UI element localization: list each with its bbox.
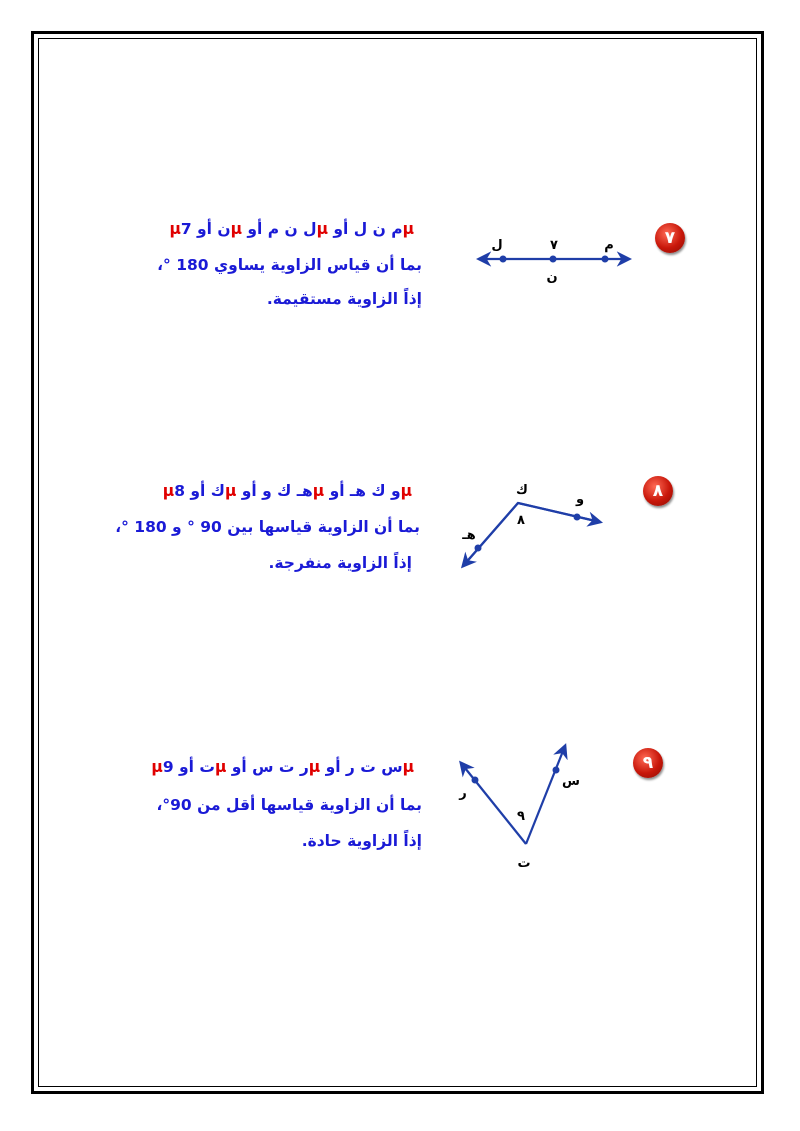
problem-7-reason: بما أن قياس الزاوية يساوي 180 °، bbox=[157, 256, 422, 274]
problem-9-conclusion: إذاً الزاوية حادة. bbox=[301, 832, 422, 850]
figure-7-label-right: م bbox=[604, 238, 614, 253]
problem-9-reason: بما أن الزاوية قياسها أقل من 90°، bbox=[156, 796, 422, 814]
angle-name: و ك هـ أو bbox=[324, 482, 401, 500]
angle-name: م ن ل أو bbox=[328, 220, 403, 238]
angle-symbol: μ bbox=[230, 220, 243, 238]
angle-symbol: μ bbox=[162, 482, 175, 500]
angle-name: ت أو bbox=[173, 758, 215, 776]
angle-symbol: μ bbox=[224, 482, 237, 500]
figure-9-ray-left bbox=[461, 763, 526, 844]
angle-symbol: μ bbox=[214, 758, 227, 776]
figure-9-point-left bbox=[472, 777, 479, 784]
figure-7-point-right bbox=[602, 256, 609, 263]
angle-name: هـ ك و أو bbox=[236, 482, 313, 500]
angle-symbol: μ bbox=[400, 482, 412, 500]
figure-9-label-vertex: ت bbox=[517, 856, 531, 871]
angle-name: ر ت س أو bbox=[226, 758, 309, 776]
problem-7-badge: ٧ bbox=[655, 223, 685, 253]
angle-name: ل ن م أو bbox=[242, 220, 317, 238]
figure-7-label-left: ل bbox=[491, 238, 503, 253]
problem-7-conclusion: إذاً الزاوية مستقيمة. bbox=[266, 290, 422, 308]
figure-7-point-left bbox=[500, 256, 507, 263]
angle-name: ك أو bbox=[184, 482, 225, 500]
angle-symbol: μ bbox=[151, 758, 163, 776]
angle-symbol: μ bbox=[402, 758, 414, 776]
figure-9-ray-right bbox=[526, 746, 565, 844]
angle-symbol: μ bbox=[316, 220, 329, 238]
figure-9-angle-number: ٩ bbox=[517, 809, 525, 824]
figure-8-rays bbox=[463, 503, 600, 566]
figure-8-label-left: هـ bbox=[462, 528, 476, 543]
figure-8-ray-right bbox=[518, 503, 600, 522]
figure-7-angle-number: ٧ bbox=[550, 238, 558, 253]
figure-9-label-right: س bbox=[562, 774, 580, 789]
figure-8-point-right bbox=[574, 514, 581, 521]
figure-8-label-vertex: ك bbox=[516, 483, 528, 498]
figure-9-label-left: ر bbox=[459, 786, 467, 801]
figure-9-acute-angle bbox=[458, 746, 580, 871]
angle-symbol: μ bbox=[308, 758, 321, 776]
figure-7-straight-angle bbox=[479, 238, 629, 285]
problem-9-badge: ٩ bbox=[633, 748, 663, 778]
figure-7-label-vertex: ن bbox=[546, 270, 558, 285]
angle-name: 7 bbox=[180, 220, 192, 238]
angle-name: س ت ر أو bbox=[320, 758, 403, 776]
figure-8-obtuse-angle bbox=[461, 483, 600, 566]
angle-name: 9 bbox=[162, 758, 174, 776]
problem-8-conclusion: إذاً الزاوية منفرجة. bbox=[268, 554, 412, 572]
angle-name: ن أو bbox=[191, 220, 231, 238]
figure-8-label-right: و bbox=[575, 492, 585, 507]
figure-8-angle-number: ٨ bbox=[517, 513, 525, 528]
angle-symbol: μ bbox=[402, 220, 414, 238]
angle-name: 8 bbox=[174, 482, 185, 500]
figure-7-vertex-point bbox=[550, 256, 557, 263]
figure-9-point-right bbox=[553, 767, 560, 774]
figure-8-point-left bbox=[475, 545, 482, 552]
problem-8-reason: بما أن الزاوية قياسها بين 90 ° و 180 °، bbox=[115, 518, 420, 536]
angle-symbol: μ bbox=[312, 482, 325, 500]
problem-8-badge: ٨ bbox=[643, 476, 673, 506]
angle-symbol: μ bbox=[169, 220, 181, 238]
